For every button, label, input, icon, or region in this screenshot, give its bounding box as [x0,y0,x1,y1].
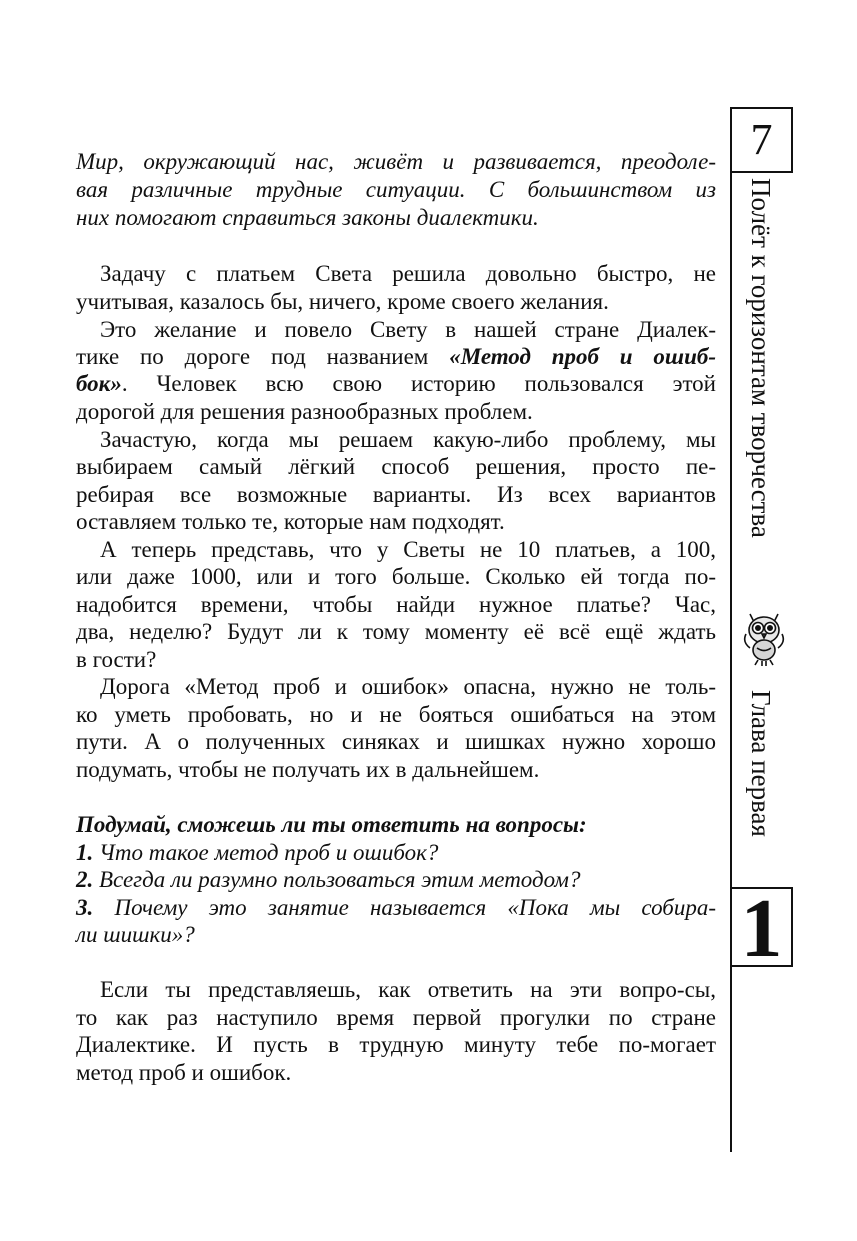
text-line: пути. А о полученных синяках и шишках нужно хорошо [76,729,716,754]
text-run: тике по дороге под названием [76,344,450,369]
text-line: то как раз наступило время первой прогулки по стране [76,1005,716,1030]
text-line: ко уметь пробовать, но и не бояться ошибаться на этом [76,702,716,727]
question-text: Что такое метод проб и ошибок? [93,840,439,865]
text-line: Зачастую, когда мы решаем какую-либо проблему, мы [100,427,716,452]
tab-rule [730,107,732,1152]
question-2 [76,866,716,893]
book-title-vertical: Полёт к горизонтам творчества [746,178,776,538]
question-text: Почему это занятие называется «Пока мы собира- [93,895,716,920]
text-line [76,343,716,370]
text-line: выбираем самый лёгкий способ решения, просто пе- [76,454,716,479]
method-name: «Метод проб и ошиб- [449,344,716,369]
question-number: 1. [76,840,94,865]
questions-heading: Подумай, сможешь ли ты ответить на вопросы: [76,812,587,837]
method-name-cont: бок» [76,371,122,396]
question-text: Всегда ли разумно пользоваться этим методом? [93,867,581,892]
text-line: них помогают справиться законы диалектики. [76,205,539,230]
chapter-number-box: 7 [730,107,793,173]
text-line: вая различные трудные ситуации. С большинством из [76,177,716,202]
text-line: в гости? [76,647,157,672]
text-line: Задачу с платьем Света решила довольно быстро, не [100,261,716,286]
question-number: 2. [76,867,94,892]
text-line: Если ты представляешь, как ответить на эти вопро-сы, [100,977,716,1002]
owl-icon [740,604,788,668]
chapter-number-big: 1 [730,887,793,967]
text-line: Это желание и повело Свету в нашей стране Диалек- [100,317,716,342]
text-line: или даже 1000, или и того больше. Сколько ей тогда по- [76,564,716,589]
text-line: Дорога «Метод проб и ошибок» опасна, нужно не толь- [100,674,716,699]
text-line: метод проб и ошибок. [76,1060,292,1085]
text-line: А теперь представь, что у Светы не 10 платьев, а 100, [100,537,716,562]
text-line: Мир, окружающий нас, живёт и развивается, преодоле- [76,149,716,174]
text-line: дорогой для решения разнообразных проблем. [76,399,533,424]
text-line: надобится времени, чтобы найди нужное платье? Час, [76,592,716,617]
text-line [76,370,716,397]
text-line: подумать, чтобы не получать их в дальнейшем. [76,757,540,782]
question-1 [76,839,716,866]
text-line: Диалектике. И пусть в трудную минуту тебе по-могает [76,1032,716,1057]
text-line: оставляем только те, которые нам подходят. [76,509,505,534]
chapter-label-vertical: Глава первая [746,690,776,837]
question-number: 3. [76,895,94,920]
question-3 [76,894,716,921]
text-line: учитывая, казалось бы, ничего, кроме своего желания. [76,289,609,314]
text-run: . Человек всю свою историю пользовался этой [121,371,716,396]
text-line: два, неделю? Будут ли к тому моменту её всё ещё ждать [76,619,716,644]
text-line: ребирая все возможные варианты. Из всех вариантов [76,482,716,507]
question-3-cont: ли шишки»? [76,922,195,947]
